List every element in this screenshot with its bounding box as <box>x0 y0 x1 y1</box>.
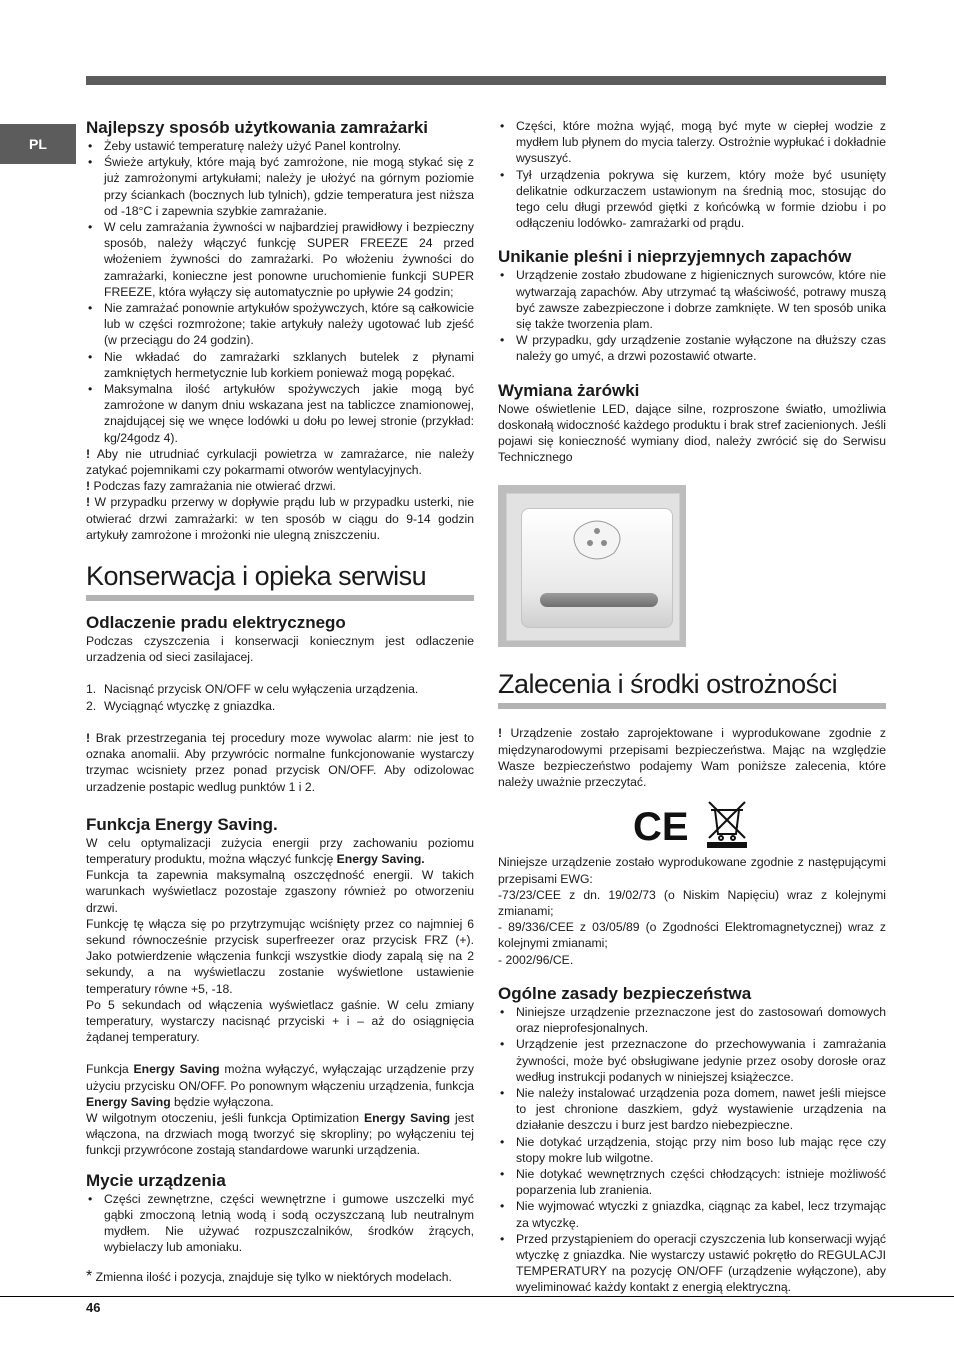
list-item: • Maksymalna ilość artykułów spożywczych jakie mogą być zamrożone w danym dniu wskazana jest na tabliczce znamionowej, znajdującej się we wnęce lodówki u dołu po lewej stronie (przykład: kg/24godz 4). <box>86 381 474 446</box>
list-item: • Części, które można wyjąć, mogą być myte w ciepłej wodzie z mydłem lub płynem do mycia talerzy. Ostrożnie wypłukać i dokładnie wysuszyć. <box>498 118 886 167</box>
page-number: 46 <box>86 1300 101 1315</box>
bulb-heading: Wymiana żarówki <box>498 380 640 400</box>
energy-paragraph: W celu optymalizacji zużycia energii przy zachowaniu poziomu temperatury produktu, można włączyć funkcję Energy Saving. <box>86 835 474 866</box>
list-item: • W przypadku, gdy urządzenie zostanie wyłączone na dłuższy czas należy go umyć, a drzwi pozostawić otwarte. <box>498 332 886 364</box>
energy-paragraph: W wilgotnym otoczeniu, jeśli funkcja Optimization Energy Saving jest włączona, na drzwiach mogą tworzyć się skropliny; po wyłączeniu tej funkcji przywrócone zostają standardowe warunki urządzenia. <box>86 1110 474 1158</box>
freezer-list <box>86 138 474 446</box>
power-heading: Odlaczenie pradu elektrycznego <box>86 613 346 633</box>
safety-title: Zalecenia i środki ostrożności <box>498 667 886 709</box>
left-column <box>86 118 474 1255</box>
right-column <box>498 118 886 1296</box>
energy-paragraph: Funkcja ta zapewnia maksymalną oszczędność energii. W takich warunkach wyświetlacz pozostaje zgaszony również po otworzeniu drzwi. <box>86 868 474 915</box>
list-item: • Nie wkładać do zamrażarki szklanych butelek z płynami zamkniętych hermetycznie lub korkiem ponieważ mogą popękać. <box>86 349 474 381</box>
maintenance-title: Konserwacja i opieka serwisu <box>86 559 474 601</box>
energy-paragraph: Funkcję tę włącza się po przytrzymując wciśnięty przez co najmniej 6 sekund równocześnie przycisk superfreezer oraz przycisk FRZ (+). Jako potwierdzenie włączenia funkcji wszystkie diody zapalą się na 2 sekundy, a na wyświetlaczu zostanie wyświetlone ustawienie temperatury równe +5, -18. <box>86 916 474 996</box>
compliance-text: - 89/336/CEE z 03/05/89 (o Zgodności Elektromagnetycznej) wraz z kolejnymi zmianami; <box>498 920 886 951</box>
energy-heading: Funkcja Energy Saving. <box>86 814 278 834</box>
footnote: * Zmienna ilość i pozycja, znajduje się tylko w niektórych modelach. <box>86 1268 452 1285</box>
compliance-text: -73/23/CEE z dn. 19/02/73 (o Niskim Napięciu) wraz z kolejnymi zmianami; <box>498 887 886 919</box>
general-safety-heading: Ogólne zasady bezpieczeństwa <box>498 983 752 1003</box>
freezer-warning: ! Aby nie utrudniać cyrkulacji powietrza w zamrażarce, nie należy zatykać pojemnikami czy pokarmami otworów wentylacyjnych. <box>86 446 474 478</box>
freezer-warning: ! Podczas fazy zamrażania nie otwierać drzwi. <box>86 479 336 494</box>
power-intro: Podczas czyszczenia i konserwacji koniecznym jest odlaczenie urzadzenia od sieci zasilajacej. <box>86 634 474 665</box>
list-item: • Niniejsze urządzenie przeznaczone jest do zastosowań domowych oraz nieprofesjonalnych. <box>498 1004 886 1036</box>
list-item: • Części zewnętrzne, części wewnętrzne i gumowe uszczelki myć gąbki zmoczoną letnią wodą i sodą oczyszczaną lub neutralnym mydłem. Nie używać rozpuszczalników, środków żrących, wybielaczy lub amoniaku. <box>86 1191 474 1256</box>
energy-paragraph: Po 5 sekundach od włączenia wyświetlacz gaśnie. W celu zmiany temperatury, wystarczy nacisnąć przyciski + i – aż do osiągnięcia żądanej temperatury. <box>86 997 474 1045</box>
list-item: 1. Nacisnąć przycisk ON/OFF w celu wyłączenia urządzenia. <box>86 682 419 697</box>
list-item: • Żeby ustawić temperaturę należy użyć Panel kontrolny. <box>86 138 474 154</box>
list-item: • Nie dotykać urządzenia, stojąc przy nim boso lub mając ręce czy stopy mokre lub wilgotne. <box>498 1134 886 1166</box>
language-tab: PL <box>0 124 76 164</box>
bulb-text: Nowe oświetlenie LED, dające silne, rozproszone światło, umożliwia doskonałą widoczność każdego produktu i brak stref zacienionych. Jeśli pojawi się konieczność wymiany diod, należy zwrócić się do Serwisu Technicznego <box>498 401 886 465</box>
top-rule <box>86 76 886 85</box>
mold-list <box>498 267 886 364</box>
list-item: • Świeże artykuły, które mają być zamrożone, nie mogą stykać się z już zamrożonymi artykułami; należy je ułożyć na górnym poziomie przy ściankach (bocznych lub tylnich), gdzie temperatura jest niższa od -18°C i zapewnia szybkie zamrażanie. <box>86 154 474 219</box>
power-steps <box>86 681 474 713</box>
svg-text:CE: CE <box>633 805 689 850</box>
list-item: • Nie należy instalować urządzenia poza domem, nawet jeśli miejsce to jest chronione daszkiem, gdyż wystawienie urządzenia na działanie deszczu i burz jest bardzo niebezpieczne. <box>498 1085 886 1134</box>
cleaning-list-part1 <box>86 1191 474 1256</box>
footer-rule <box>0 1296 954 1297</box>
freezer-warning: ! W przypadku przerwy w dopływie prądu lub w przypadku usterki, nie otwierać drzwi zamrażarki: w ten sposób w ciągu do 9-14 godzin artykuły zamrożone i mrożonki nie ulegną zniszczeniu. <box>86 495 474 542</box>
list-item: • Przed przystąpieniem do operacji czyszczenia lub konserwacji wyjąć wtyczkę z gniazdka. Nie wystarczy ustawić pokrętło do REGULACJI TEMPERATURY na pozycję ON/OFF (urządzenie wyłączone), aby wyeliminować każdy kontakt z energią elektryczną. <box>498 1231 886 1296</box>
led-light-illustration <box>498 485 686 647</box>
list-item: • Urządzenie jest przeznaczone do przechowywania i zamrażania żywności, może być obsługiwane jedynie przez osoby dorosłe oraz według instrukcji podanych w niniejszej książeczce. <box>498 1036 886 1085</box>
energy-paragraph: Funkcja Energy Saving można wyłączyć, wyłączając urządzenie przy użyciu przycisku ON/OFF. Po ponownym włączeniu urządzenia, funkcja Energy Saving będzie wyłączona. <box>86 1062 474 1109</box>
compliance-text: Niniejsze urządzenie zostało wyprodukowane zgodnie z następującymi przepisami EWG: <box>498 855 886 886</box>
list-item: • Nie zamrażać ponownie artykułów spożywczych, które są całkowicie lub w części rozmrożone; takie artykuły należy ugotować lub zjeść (w przeciągu do 24 godzin). <box>86 300 474 349</box>
led-cover-icon <box>522 509 672 627</box>
led-strip <box>540 593 658 607</box>
compliance-marks <box>498 798 886 854</box>
list-item: • W celu zamrażania żywności w najbardziej prawidłowy i bezpieczny sposób, należy włączyć funkcję SUPER FREEZE 24 przed włożeniem żywności do zamrażarki. Po włożeniu żywności do zamrażarki, konieczne jest ponowne uruchomienie funkcji SUPER FREEZE, która wyłączy się automatycznie po upływie 24 godzin; <box>86 219 474 300</box>
list-item: • Nie dotykać wewnętrznych części chłodzących: istnieje możliwość poparzenia lub zranienia. <box>498 1166 886 1198</box>
compliance-text: - 2002/96/CE. <box>498 952 574 967</box>
ce-weee-icon <box>627 798 757 850</box>
freezer-heading: Najlepszy sposób użytkowania zamrażarki <box>86 118 429 137</box>
list-item: • Nie wyjmować wtyczki z gniazdka, ciągnąc za kabel, lecz trzymając za wtyczkę. <box>498 1198 886 1230</box>
mold-heading: Unikanie pleśni i nieprzyjemnych zapachów <box>498 247 852 267</box>
list-item: • Urządzenie zostało zbudowane z higienicznych surowców, które nie wytwarzają zapachów. Aby utrzymać tą właściwość, potrawy muszą być zawsze zabezpieczone i dobrze zamknięte. W ten sposób unika się także tworzenia plam. <box>498 267 886 332</box>
power-warning: ! Brak przestrzegania tej procedury moze wywolac alarm: nie jest to oznaka anomalii. Aby przywrócic normalne funkcjonowanie wystarczy trzymac wcisniety przez ponad przycisk ON/OFF. Aby odizolowac urzadzenie postapic wedlug punktów 1 i 2. <box>86 730 475 794</box>
safety-intro: ! Urządzenie zostało zaprojektowane i wyprodukowane zgodnie z międzynarodowymi przepisami bezpieczeństwa. Mając na względzie Wasze bezpieczeństwo podajemy Wam poniższe zalecenia, które należy uważnie przeczytać. <box>498 726 886 790</box>
cleaning-list-part2 <box>498 118 886 231</box>
cleaning-heading: Mycie urządzenia <box>86 1170 226 1190</box>
general-safety-list <box>498 1004 886 1296</box>
list-item: • Tył urządzenia pokrywa się kurzem, który może być usunięty delikatnie odkurzaczem ustawionym na średnią moc, stosując do tego celu długi przewód giętki z końcówką w formie dziobu i po odłączeniu lodówko- zamrażarki od prądu. <box>498 167 886 232</box>
list-item: 2. Wyciągnąć wtyczkę z gniazdka. <box>86 698 276 713</box>
